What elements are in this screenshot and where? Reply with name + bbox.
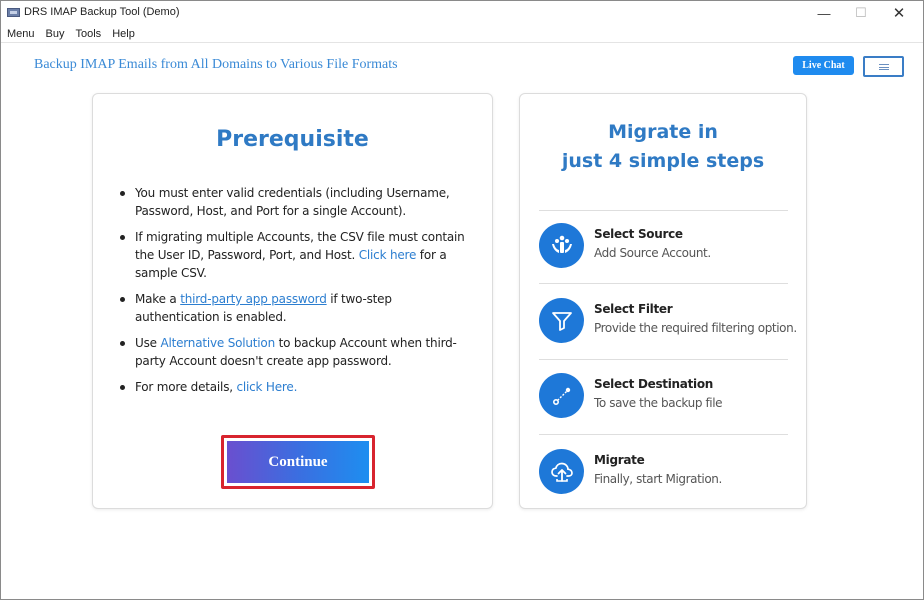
prerequisite-item: Use Alternative Solution to backup Account when third-party Account doesn't create app password. bbox=[117, 334, 477, 370]
cloud-upload-icon bbox=[539, 449, 584, 494]
maximize-button[interactable]: ☐ bbox=[855, 5, 867, 20]
step-select-source: Select Source Add Source Account. bbox=[539, 223, 801, 273]
menu-item-buy[interactable]: Buy bbox=[45, 27, 65, 40]
filter-icon bbox=[539, 298, 584, 343]
prerequisite-item: For more details, click Here. bbox=[117, 378, 477, 396]
menu-item-help[interactable]: Help bbox=[112, 27, 135, 40]
steps-card bbox=[519, 93, 807, 509]
menu-item-tools[interactable]: Tools bbox=[75, 27, 102, 40]
prerequisite-item: You must enter valid credentials (including Username, Password, Host, and Port for a single Account). bbox=[117, 184, 477, 220]
prerequisite-item: If migrating multiple Accounts, the CSV file must contain the User ID, Password, Port, and Host. Click here for a sample CSV. bbox=[117, 228, 477, 282]
continue-highlight bbox=[221, 435, 375, 489]
close-button[interactable]: ✕ bbox=[892, 5, 906, 22]
prerequisite-card bbox=[92, 93, 493, 509]
title-bar bbox=[1, 1, 923, 25]
menu-bar bbox=[1, 25, 923, 43]
prerequisite-title: Prerequisite bbox=[216, 127, 369, 152]
main-content bbox=[1, 44, 923, 599]
divider bbox=[539, 434, 788, 435]
step-select-filter: Select Filter Provide the required filtering option. bbox=[539, 298, 801, 348]
step-select-destination: Select Destination To save the backup file bbox=[539, 373, 801, 423]
divider bbox=[539, 359, 788, 360]
app-icon bbox=[7, 8, 20, 17]
hamburger-icon bbox=[879, 64, 889, 70]
app-password-link[interactable]: third-party app password bbox=[180, 292, 327, 306]
divider bbox=[539, 210, 788, 211]
divider bbox=[539, 283, 788, 284]
prerequisite-item: Make a third-party app password if two-step authentication is enabled. bbox=[117, 290, 477, 326]
prerequisite-list bbox=[117, 184, 477, 404]
menu-item-menu[interactable]: Menu bbox=[7, 27, 35, 40]
step-migrate: Migrate Finally, start Migration. bbox=[539, 449, 801, 499]
steps-title: Migrate in just 4 simple steps bbox=[561, 121, 765, 172]
users-icon bbox=[539, 223, 584, 268]
alternative-solution-link[interactable]: Alternative Solution bbox=[160, 336, 275, 350]
live-chat-button[interactable]: Live Chat bbox=[793, 56, 854, 75]
window-title: DRS IMAP Backup Tool (Demo) bbox=[24, 6, 180, 18]
tagline: Backup IMAP Emails from All Domains to Various File Formats bbox=[34, 57, 398, 72]
route-icon bbox=[539, 373, 584, 418]
more-details-link[interactable]: click Here. bbox=[236, 380, 298, 394]
hamburger-menu-button[interactable] bbox=[863, 56, 904, 77]
sample-csv-link[interactable]: Click here bbox=[358, 248, 417, 262]
continue-button[interactable]: Continue bbox=[227, 441, 369, 483]
minimize-button[interactable]: — bbox=[817, 5, 831, 21]
